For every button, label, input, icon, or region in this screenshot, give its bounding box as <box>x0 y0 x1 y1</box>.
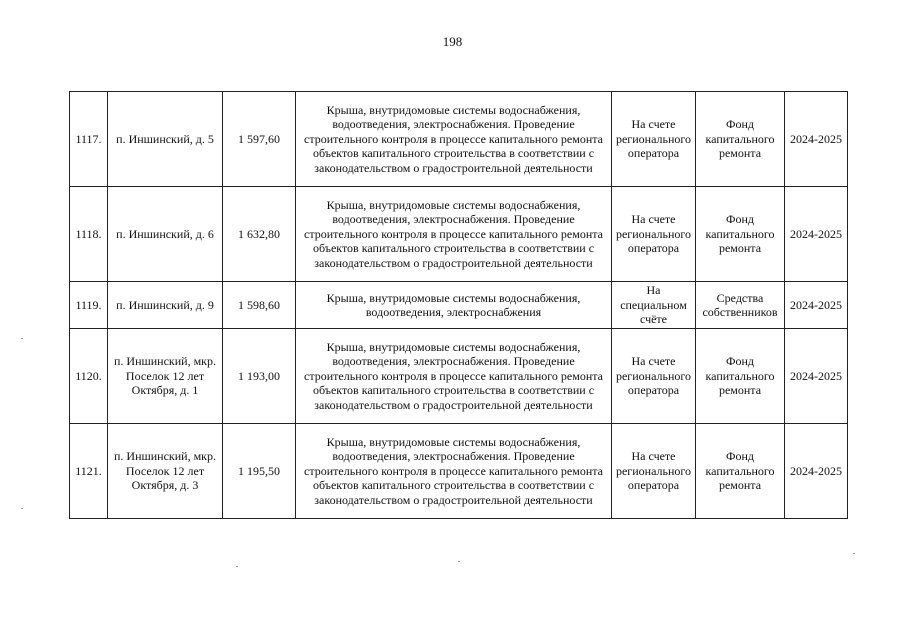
row-number: 1119. <box>70 282 108 329</box>
row-address: п. Иншинский, д. 5 <box>108 92 223 187</box>
row-area: 1 195,50 <box>223 424 296 519</box>
table-row <box>70 282 848 329</box>
row-area: 1 632,80 <box>223 187 296 282</box>
row-works: Крыша, внутридомовые системы водоснабжения, водоотведения, электроснабжения. Проведение строительного контроля в процессе капитального ремонта объектов капитального строительства в соответствии с законодательством о градостроительной деятельности <box>296 92 612 187</box>
row-period: 2024-2025 <box>785 424 848 519</box>
row-number: 1118. <box>70 187 108 282</box>
row-works: Крыша, внутридомовые системы водоснабжения, водоотведения, электроснабжения. Проведение строительного контроля в процессе капитального ремонта объектов капитального строительства в соответствии с законодательством о градостроительной деятельности <box>296 187 612 282</box>
scan-speck <box>458 561 460 562</box>
row-funding: Фонд капитального ремонта <box>696 187 785 282</box>
row-address: п. Иншинский, мкр. Поселок 12 лет Октября, д. 1 <box>108 329 223 424</box>
table-row <box>70 187 848 282</box>
row-funding: Средства собственников <box>696 282 785 329</box>
row-period: 2024-2025 <box>785 282 848 329</box>
repair-works-table <box>69 91 848 519</box>
row-period: 2024-2025 <box>785 329 848 424</box>
row-works: Крыша, внутридомовые системы водоснабжения, водоотведения, электроснабжения. Проведение строительного контроля в процессе капитального ремонта объектов капитального строительства в соответствии с законодательством о градостроительной деятельности <box>296 329 612 424</box>
row-account: На счете регионального оператора <box>612 92 696 187</box>
row-account: На счете регионального оператора <box>612 424 696 519</box>
scan-speck <box>21 508 23 509</box>
row-area: 1 598,60 <box>223 282 296 329</box>
scan-speck <box>21 338 23 339</box>
row-number: 1121. <box>70 424 108 519</box>
row-funding: Фонд капитального ремонта <box>696 329 785 424</box>
row-address: п. Иншинский, д. 9 <box>108 282 223 329</box>
table-row <box>70 424 848 519</box>
scan-speck <box>853 553 855 554</box>
row-account: На счете регионального оператора <box>612 329 696 424</box>
row-funding: Фонд капитального ремонта <box>696 92 785 187</box>
table-row <box>70 92 848 187</box>
row-works: Крыша, внутридомовые системы водоснабжения, водоотведения, электроснабжения <box>296 282 612 329</box>
scan-speck <box>236 566 238 567</box>
page-number: 198 <box>442 34 463 49</box>
table-row <box>70 329 848 424</box>
row-area: 1 193,00 <box>223 329 296 424</box>
row-area: 1 597,60 <box>223 92 296 187</box>
row-period: 2024-2025 <box>785 187 848 282</box>
row-account: На счете регионального оператора <box>612 187 696 282</box>
row-number: 1117. <box>70 92 108 187</box>
row-address: п. Иншинский, д. 6 <box>108 187 223 282</box>
row-works: Крыша, внутридомовые системы водоснабжения, водоотведения, электроснабжения. Проведение строительного контроля в процессе капитального ремонта объектов капитального строительства в соответствии с законодательством о градостроительной деятельности <box>296 424 612 519</box>
row-account: На специальном счёте <box>612 282 696 329</box>
row-funding: Фонд капитального ремонта <box>696 424 785 519</box>
row-period: 2024-2025 <box>785 92 848 187</box>
row-address: п. Иншинский, мкр. Поселок 12 лет Октября, д. 3 <box>108 424 223 519</box>
row-number: 1120. <box>70 329 108 424</box>
